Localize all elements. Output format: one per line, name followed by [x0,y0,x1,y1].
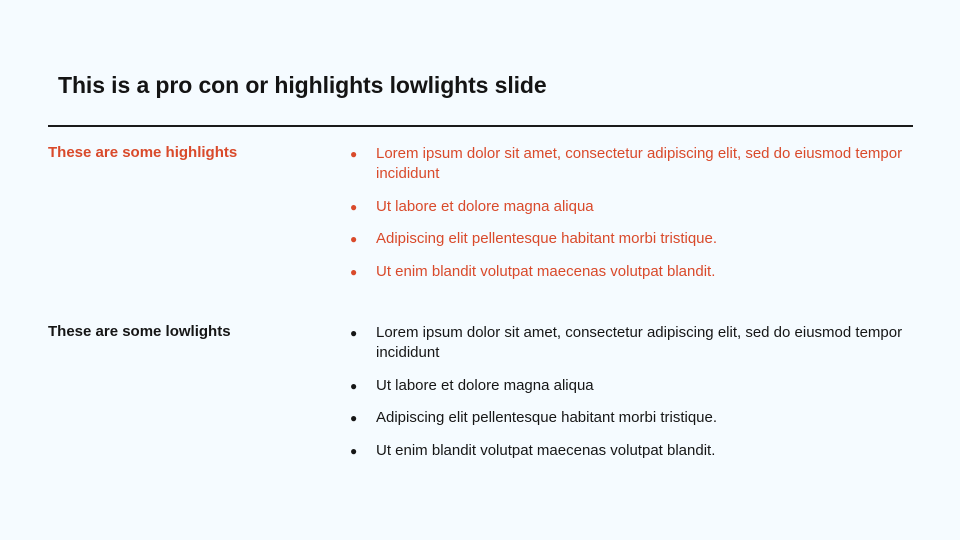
highlights-item [350,144,910,184]
lowlights-item [350,323,910,363]
title-divider [48,125,913,127]
highlights-item [350,229,910,249]
highlights-item [350,197,910,217]
lowlights-item [350,408,910,428]
bullet-dot-icon: ● [350,378,358,393]
lowlights-item-text: Ut labore et dolore magna aliqua [376,376,594,394]
bullet-dot-icon: ● [350,199,358,214]
highlights-item-text: Ut enim blandit volutpat maecenas volutpat blandit. [376,262,716,280]
lowlights-item-text: Adipiscing elit pellentesque habitant morbi tristique. [376,409,718,426]
bullet-dot-icon: ● [350,147,358,161]
bullet-dot-icon: ● [350,232,358,246]
slide-title: This is a pro con or highlights lowlights slide [58,72,547,98]
lowlights-list [350,323,910,473]
bullet-dot-icon: ● [350,326,358,340]
bullet-dot-icon: ● [350,264,358,279]
lowlights-item [350,441,910,461]
lowlights-item [350,376,910,396]
highlights-item-text: Ut labore et dolore magna aliqua [376,197,594,215]
highlights-label: These are some highlights [48,144,238,161]
lowlights-item-text: Lorem ipsum dolor sit amet, consectetur adipiscing elit, sed do eiusmod tempor incididunt [376,324,903,361]
bullet-dot-icon: ● [350,443,358,458]
lowlights-label: These are some lowlights [48,323,231,340]
highlights-list [350,144,910,294]
bullet-dot-icon: ● [350,411,358,425]
highlights-item [350,262,910,282]
lowlights-item-text: Ut enim blandit volutpat maecenas volutpat blandit. [376,441,716,459]
highlights-item-text: Adipiscing elit pellentesque habitant morbi tristique. [376,230,718,247]
highlights-item-text: Lorem ipsum dolor sit amet, consectetur adipiscing elit, sed do eiusmod tempor incididunt [376,145,903,182]
